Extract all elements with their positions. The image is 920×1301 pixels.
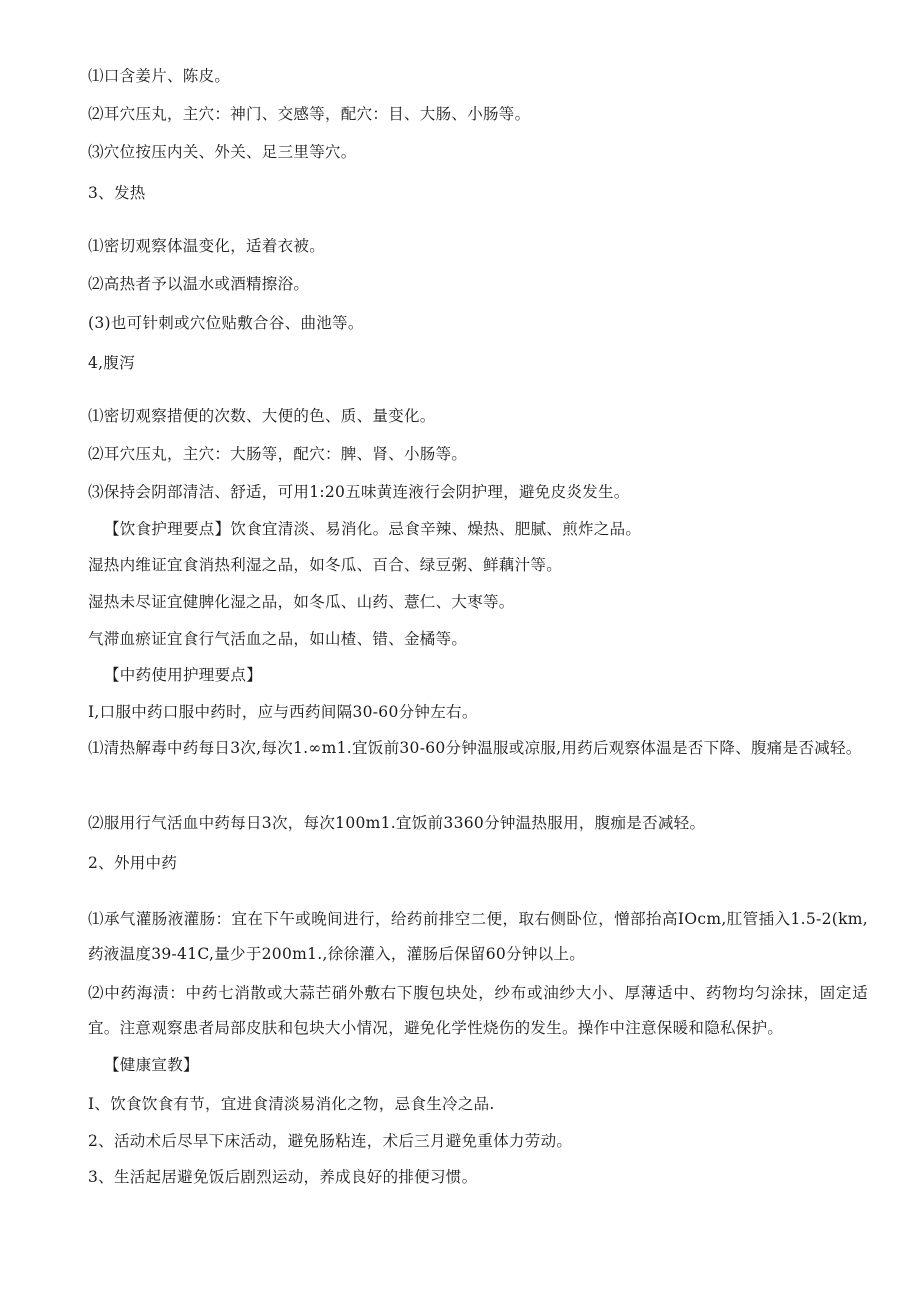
heading-diarrhea: 4,腹泻 — [88, 354, 135, 372]
item-external-compress: ⑵中药海渍：中药七消散或大蒜芒硝外敷右下腹包块处，纱布或油纱大小、厚薄适中、药物均匀涂抹，固定适宜。注意观察患者局部皮肤和包块大小情况，避免化学性烧伤的发生。操作中注意保暖和隐私保护。 — [88, 984, 868, 1037]
section-herbal-medicine: 【中药使用护理要点】 — [104, 666, 263, 684]
heading-external-medicine: 2、外用中药 — [88, 854, 178, 872]
heading-fever: 3、发热 — [88, 184, 146, 202]
item-high-fever: ⑵高热者予以温水或酒精擦浴。 — [88, 275, 310, 293]
item-qi-blood-medicine: ⑵服用行气活血中药每日3次，每次100m1.宜饭前3360分钟温热服用，腹痂是否减轻。 — [88, 814, 706, 832]
item-acupressure: ⑶穴位按压内关、外关、足三里等穴。 — [88, 143, 357, 161]
edu-diet: I、饮食饮食有节，宜进食清淡易消化之物，忌食生冷之品. — [88, 1095, 495, 1113]
section-health-education: 【健康宣教】 — [104, 1056, 199, 1074]
item-enema: ⑴承气灌肠液灌肠：宜在下午或晚间进行，给药前排空二便，取右侧卧位，憎部抬高IOcm,肛管插入1.5-2(km,药液温度39-41C,量少于200m1.,徐徐灌入，灌肠后保留60分钟以上。 — [88, 910, 868, 963]
diet-damp-residual: 湿热未尽证宜健脾化湿之品，如冬瓜、山药、薏仁、大枣等。 — [88, 593, 515, 611]
diet-qi-stagnation: 气滞血瘀证宜食行气活血之品，如山楂、错、金橘等。 — [88, 630, 468, 648]
item-perineal-care: ⑶保持会阴部清洁、舒适，可用1:20五味黄连液行会阴护理，避免皮炎发生。 — [88, 483, 630, 501]
item-temperature: ⑴密切观察体温变化，适着衣被。 — [88, 237, 326, 255]
item-ear-acupoint-2: ⑵耳穴压丸，主穴：大肠等，配穴：脾、肾、小肠等。 — [88, 445, 468, 463]
item-detox-medicine: ⑴清热解毒中药每日3次,每次1.∞m1.宜饭前30-60分钟温服或凉服,用药后观察体温是否下降、腹痛是否减轻。 — [88, 739, 862, 757]
item-acupuncture: (3)也可针刺或穴位贴敷合谷、曲池等。 — [88, 314, 364, 332]
edu-activity: 2、活动术后尽早下床活动，避免肠粘连，术后三月避免重体力劳动。 — [88, 1132, 573, 1150]
item-oral-medicine: I,口服中药口服中药时，应与西药间隔30-60分钟左右。 — [88, 703, 478, 721]
section-diet-care: 【饮食护理要点】饮食宜清淡、易消化。忌食辛辣、燥热、肥腻、煎炸之品。 — [104, 520, 642, 538]
item-ear-acupoint-1: ⑵耳穴压丸，主穴：神门、交感等，配穴：目、大肠、小肠等。 — [88, 105, 531, 123]
item-ginger: ⑴口含姜片、陈皮。 — [88, 67, 231, 85]
edu-lifestyle: 3、生活起居避免饭后剧烈运动，养成良好的排便习惯。 — [88, 1168, 478, 1186]
diet-damp-heat: 湿热内维证宜食消热利湿之品，如冬瓜、百合、绿豆粥、鲜藕汁等。 — [88, 556, 563, 574]
item-stool-observe: ⑴密切观察措便的次数、大便的色、质、量变化。 — [88, 407, 436, 425]
